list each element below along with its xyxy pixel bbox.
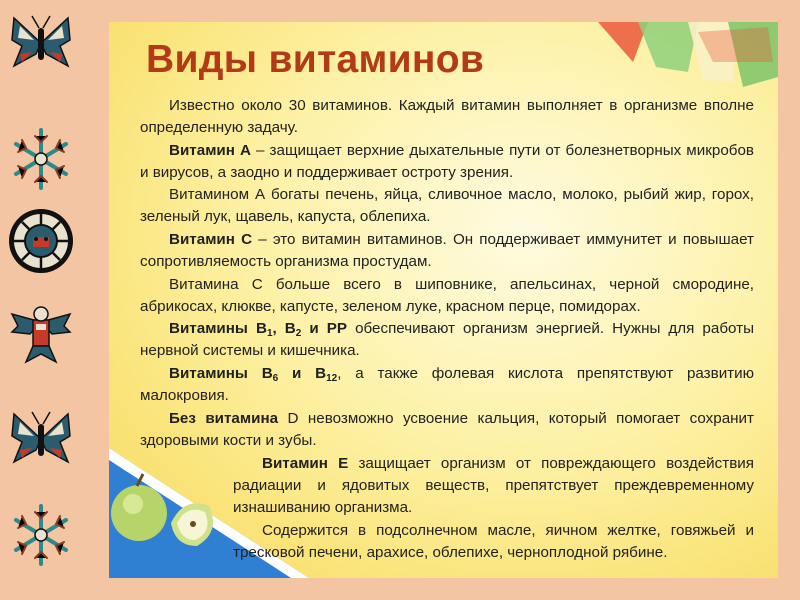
vitamin-d-paragraph: Без витамина D невозможно усвоение кальция, который помогает сохранит здоровыми кости и зубы. bbox=[140, 410, 754, 450]
ornament-sidebar bbox=[0, 0, 90, 600]
intro-paragraph: Известно около 30 витаминов. Каждый витамин выполняет в организме вполне определенную задачу. bbox=[140, 97, 754, 137]
vitamin-b6-b12-paragraph: Витамины $В_6$ и $В_{12}$, а также фолевая кислота препятствуют развитию малокровия. bbox=[140, 365, 755, 405]
vitamin-e-sources-paragraph: Содержится в подсолнечном масле, яичном желтке, говяжьей и тресковой печени, арахисе, облепихе, черноплодной рябине. bbox=[233, 522, 754, 562]
vitamin-b-paragraph: Витамины $В_1$, $В_2$ и РР обеспечивают организм энергией. Нужны для работы нервной системы и кишечника. bbox=[140, 320, 754, 360]
page-title: Виды витаминов bbox=[146, 38, 485, 81]
vitamin-e-paragraph: Витамин Е защищает организм от повреждающего воздействия радиации и ядовитых веществ, препятствует преждевременному изнашиванию организма. bbox=[233, 455, 754, 517]
vitamin-a-sources-paragraph: Витамином А богаты печень, яйца, сливочное масло, молоко, рыбий жир, горох, зеленый лук, щавель, капуста, облепиха. bbox=[140, 186, 754, 226]
sun-medallion-icon bbox=[6, 206, 76, 276]
butterfly-icon bbox=[6, 404, 76, 474]
thunderbird-icon bbox=[6, 300, 76, 370]
slide bbox=[109, 22, 778, 578]
snowflake-icon bbox=[6, 124, 76, 194]
vitamin-c-sources-paragraph: Витамина С больше всего в шиповнике, апельсинах, черной смородине, абрикосах, клюкве, капусте, зеленом луке, красном перце, помидорах. bbox=[140, 276, 754, 316]
butterfly-icon bbox=[6, 8, 76, 78]
vitamin-c-paragraph: Витамин С – это витамин витаминов. Он поддерживает иммунитет и повышает сопротивляемость организма простудам. bbox=[140, 231, 755, 271]
fruit-slices-image bbox=[538, 22, 778, 92]
vitamin-a-paragraph: Витамин А – защищает верхние дыхательные пути от болезнетворных микробов и вирусов, а заодно и поддерживает остроту зрения. bbox=[140, 142, 754, 182]
snowflake-icon bbox=[6, 500, 76, 570]
